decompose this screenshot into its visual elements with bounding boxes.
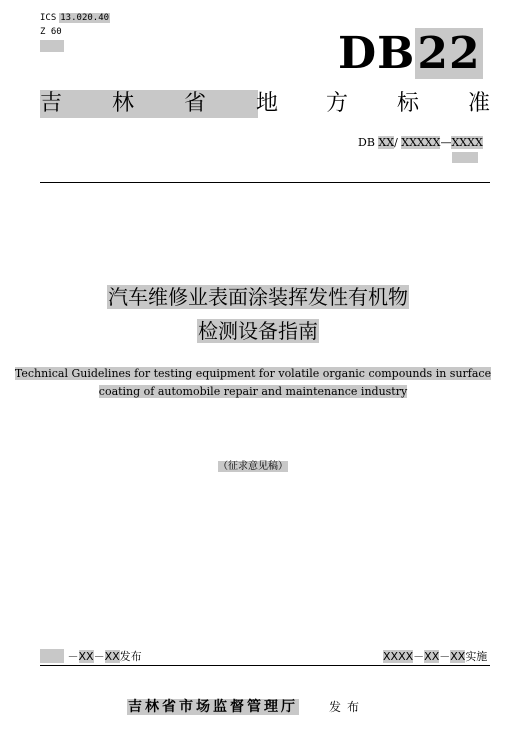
issue-month: XX (78, 650, 94, 663)
standard-mark-letters: DB (338, 28, 416, 79)
implementation-date (383, 649, 487, 664)
publisher-line (127, 697, 365, 717)
draft-note (0, 460, 506, 474)
placeholder-box (40, 40, 64, 52)
chinese-title-line2 (0, 318, 516, 344)
doc-number-year: XXXX (451, 136, 483, 149)
standard-mark (338, 30, 483, 78)
issue-day: XX (104, 650, 120, 663)
impl-suffix: 实施 (465, 650, 488, 663)
standard-type-char: 标 (397, 91, 420, 116)
header-divider (40, 182, 490, 183)
english-title-text: coating of automobile repair and maintenance industry (98, 385, 408, 398)
category-code: Z 60 (40, 27, 62, 37)
ics-label: ICS (40, 13, 57, 23)
publish-label: 发布 (329, 700, 366, 714)
standard-type-char: 林 (112, 91, 135, 116)
ics-code-line (40, 13, 110, 24)
impl-year: XXXX (383, 650, 414, 663)
standard-type-char: 准 (468, 91, 491, 116)
draft-note-text: （征求意见稿） (218, 461, 288, 472)
doc-number-prefix: DB (358, 136, 375, 149)
standard-type-char: 方 (326, 91, 349, 116)
doc-number-xxxxx: XXXXX (401, 136, 441, 149)
issuing-agency: 吉林省市场监督管理厅 (128, 699, 298, 715)
english-title-line1 (0, 366, 506, 381)
footer-divider (40, 665, 490, 666)
standard-type-highlight (40, 90, 258, 118)
doc-number-sep1: / (394, 136, 398, 149)
doc-number-xx: XX (378, 136, 395, 149)
chinese-title-text: 汽车维修业表面涂装挥发性有机物 (108, 285, 408, 309)
issue-date (40, 649, 142, 664)
english-title-line2 (0, 384, 506, 399)
placeholder-box (452, 152, 478, 163)
impl-month: XX (424, 650, 440, 663)
impl-day: XX (450, 650, 466, 663)
impl-sep: － (413, 650, 425, 663)
impl-sep: － (439, 650, 451, 663)
standard-type-title (40, 90, 490, 118)
document-number (358, 136, 483, 149)
issue-year-placeholder (40, 649, 64, 663)
english-title-text: Technical Guidelines for testing equipment for volatile organic compounds in surface (14, 367, 492, 380)
standard-type-char: 地 (256, 91, 279, 116)
ics-code: 13.020.40 (60, 13, 110, 23)
chinese-title-text: 检测设备指南 (198, 319, 318, 343)
issue-sep: － (67, 650, 79, 663)
standard-mark-number: 22 (417, 28, 481, 79)
issue-suffix: 发布 (119, 650, 142, 663)
standard-type-char: 省 (184, 91, 207, 116)
standard-type-char: 吉 (40, 91, 63, 116)
chinese-title-line1 (0, 284, 516, 310)
issue-sep: － (93, 650, 105, 663)
doc-number-sep2: — (440, 136, 452, 149)
